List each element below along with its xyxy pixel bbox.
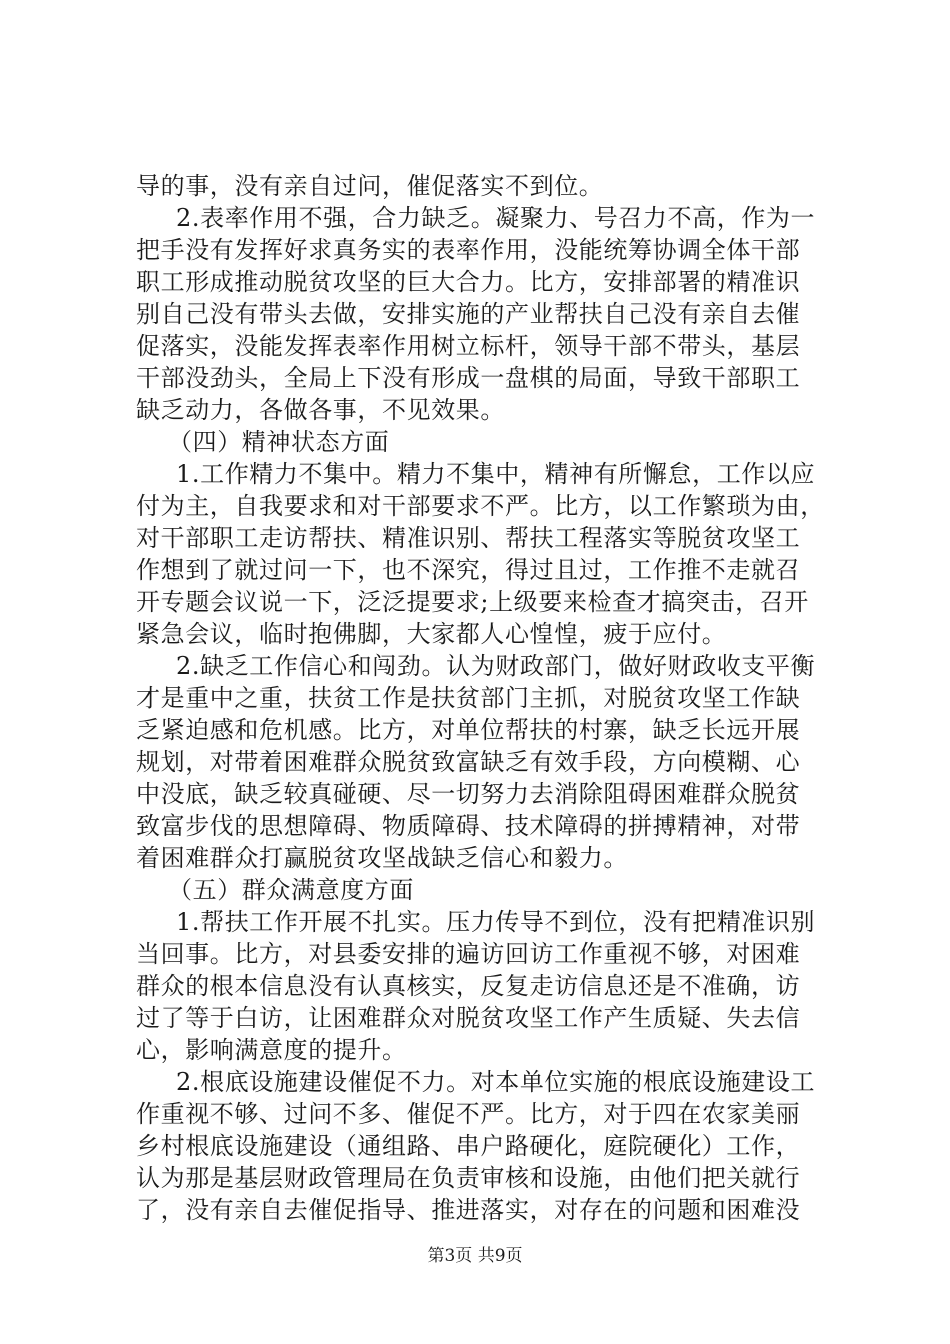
page-number: 第3页 共9页	[427, 1246, 523, 1266]
text-line: 乏紧迫感和危机感。比方，对单位帮扶的村寨，缺乏长远开展	[136, 716, 801, 744]
text-line: 付为主，自我要求和对干部要求不严。比方，以工作繁琐为由，	[136, 492, 825, 520]
text-line: 缺乏动力，各做各事，不见效果。	[136, 396, 505, 424]
text-line: 对干部职工走访帮扶、精准识别、帮扶工程落实等脱贫攻坚工	[136, 524, 801, 552]
text-line: 心，影响满意度的提升。	[136, 1036, 407, 1064]
section-heading: （五）群众满意度方面	[168, 876, 414, 904]
text-line: 别自己没有带头去做，安排实施的产业帮扶自己没有亲自去催	[136, 300, 801, 328]
text-line: 当回事。比方，对县委安排的遍访回访工作重视不够，对困难	[136, 940, 801, 968]
paragraph-start: 2.根底设施建设催促不力。对本单位实施的根底设施建设工	[176, 1068, 816, 1096]
paragraph-start: 2.表率作用不强，合力缺乏。凝聚力、号召力不高，作为一	[176, 204, 816, 232]
text-line: 导的事，没有亲自过问，催促落实不到位。	[136, 172, 604, 200]
text-line: 作重视不够、过问不多、催促不严。比方，对于四在农家美丽	[136, 1100, 801, 1128]
text-line: 开专题会议说一下，泛泛提要求;上级要来检查才搞突击，召开	[136, 588, 809, 616]
text-line: 紧急会议，临时抱佛脚，大家都人心惶惶，疲于应付。	[136, 620, 727, 648]
text-line: 致富步伐的思想障碍、物质障碍、技术障碍的拼搏精神，对带	[136, 812, 801, 840]
text-line: 作想到了就过问一下，也不深究，得过且过，工作推不走就召	[136, 556, 801, 584]
text-line: 了，没有亲自去催促指导、推进落实，对存在的问题和困难没	[136, 1196, 801, 1224]
paragraph-start: 1.工作精力不集中。精力不集中，精神有所懈怠，工作以应	[176, 460, 816, 488]
text-line: 干部没劲头，全局上下没有形成一盘棋的局面，导致干部职工	[136, 364, 801, 392]
text-line: 才是重中之重，扶贫工作是扶贫部门主抓，对脱贫攻坚工作缺	[136, 684, 801, 712]
document-body	[136, 170, 826, 1226]
text-line: 认为那是基层财政管理局在负责审核和设施，由他们把关就行	[136, 1164, 801, 1192]
text-line: 过了等于白访，让困难群众对脱贫攻坚工作产生质疑、失去信	[136, 1004, 801, 1032]
section-heading: （四）精神状态方面	[168, 428, 390, 456]
text-line: 规划，对带着困难群众脱贫致富缺乏有效手段，方向模糊、心	[136, 748, 801, 776]
text-line: 群众的根本信息没有认真核实，反复走访信息还是不准确，访	[136, 972, 801, 1000]
text-line: 中没底，缺乏较真碰硬、尽一切努力去消除阻碍困难群众脱贫	[136, 780, 801, 808]
text-line: 乡村根底设施建设（通组路、串户路硬化，庭院硬化）工作，	[136, 1132, 801, 1160]
text-line: 促落实，没能发挥表率作用树立标杆，领导干部不带头，基层	[136, 332, 801, 360]
paragraph-start: 2.缺乏工作信心和闯劲。认为财政部门，做好财政收支平衡	[176, 652, 816, 680]
text-line: 着困难群众打赢脱贫攻坚战缺乏信心和毅力。	[136, 844, 628, 872]
text-line: 职工形成推动脱贫攻坚的巨大合力。比方，安排部署的精准识	[136, 268, 801, 296]
paragraph-start: 1.帮扶工作开展不扎实。压力传导不到位，没有把精准识别	[176, 908, 816, 936]
text-line: 把手没有发挥好求真务实的表率作用，没能统筹协调全体干部	[136, 236, 801, 264]
